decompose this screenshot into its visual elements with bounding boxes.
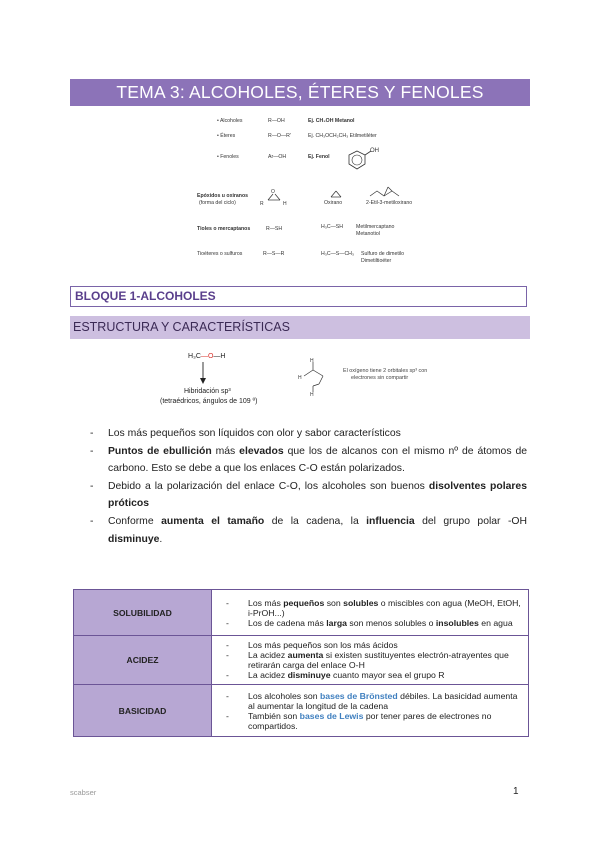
characteristic-text: aumenta el tamaño: [161, 515, 265, 527]
epoxide-ring-icon: [258, 186, 298, 210]
table-row: [74, 685, 529, 737]
methanol-formula: H₃C—O—H: [188, 353, 226, 360]
table-row: [74, 636, 529, 685]
epoxide-r-atom: R: [260, 201, 264, 207]
property-text: La acidez: [248, 670, 288, 680]
row-label-phenols: • Fenoles: [217, 154, 239, 160]
bullet-dash: -: [226, 690, 229, 701]
row-formula-phenols: Ar—OH: [268, 154, 287, 160]
bullet-dash: -: [226, 617, 229, 628]
hybridization-label: Hibridación sp³: [184, 388, 231, 395]
property-text: bases de Lewis: [299, 710, 364, 721]
characteristic-text: Puntos de ebullición: [108, 445, 212, 457]
hybridization-sublabel: (tetraédricos, ángulos de 109 º): [160, 398, 258, 405]
property-text: solubles: [343, 597, 379, 608]
table-row: [74, 590, 529, 636]
bullet-dash: -: [90, 428, 94, 439]
sulfides-label: Tioéteres o sulfuros: [197, 251, 243, 257]
property-header: SOLUBILIDAD: [74, 590, 212, 636]
property-text: débiles. La basicidad aumenta al aumentar la longitud de la cadena: [248, 690, 518, 711]
bullet-dash: -: [90, 515, 94, 527]
thiols-label: Tioles o mercaptanos: [197, 226, 251, 232]
characteristics-list: [90, 425, 527, 548]
footer-author: scabser: [70, 788, 97, 797]
property-text: son: [324, 597, 344, 608]
oxygen-orbitals-note-line1: El oxígeno tiene 2 orbitales sp³ con: [343, 368, 428, 374]
property-text: La acidez: [248, 650, 288, 660]
thiols-example-name2: Metanotiol: [356, 231, 380, 237]
property-item: [226, 711, 522, 731]
property-item: [226, 640, 522, 650]
property-text: aumenta: [287, 650, 324, 660]
epoxide-h-atom: H: [283, 201, 287, 207]
epoxide-o-atom: O: [271, 189, 275, 195]
epoxides-label: Epóxidos u oxiranos: [197, 193, 249, 199]
property-text: son menos solubles o: [347, 617, 436, 628]
property-text: Los más pequeños son los más ácidos: [248, 640, 398, 650]
property-text: insolubles: [435, 617, 479, 628]
thiols-example-formula: H₃C—SH: [321, 224, 343, 230]
row-label-ethers: • Éteres: [217, 133, 236, 139]
tetra-h-left: H: [298, 375, 302, 381]
characteristic-item: [90, 478, 527, 513]
property-content: [212, 636, 529, 685]
bullet-dash: -: [226, 650, 229, 660]
characteristic-text: disminuye: [108, 533, 160, 545]
characteristic-text: más: [211, 445, 240, 457]
property-item: [226, 598, 522, 618]
methanol-ch3: H₃C: [188, 353, 201, 360]
property-text: larga: [326, 617, 348, 628]
characteristic-text: disolventes polares próticos: [108, 480, 527, 510]
property-item: [226, 650, 522, 670]
characteristic-text: Los más pequeños son líquidos con olor y sabor característicos: [108, 428, 401, 439]
bullet-dash: -: [226, 670, 229, 680]
property-text: o miscibles con agua (MeOH, EtOH, i-PrOH...): [248, 597, 521, 618]
page-number: 1: [513, 786, 519, 797]
page-title: TEMA 3: ALCOHOLES, ÉTERES Y FENOLES: [70, 79, 530, 106]
characteristic-text: de la cadena, la: [264, 515, 367, 527]
characteristic-item: [90, 425, 527, 443]
epoxides-sublabel: (forma del ciclo): [199, 200, 236, 206]
characteristic-item: [90, 513, 527, 548]
ethyl-methyl-oxirane-icon: [368, 181, 404, 201]
methanol-h: H: [220, 353, 226, 360]
property-text: Los de cadena más: [248, 617, 327, 628]
row-label-alcohols: • Alcoholes: [217, 118, 243, 124]
sulfides-example-name2: Dimetiltioéter: [361, 258, 392, 264]
phenol-structure-icon: [345, 146, 381, 176]
sulfides-formula: R—S—R: [263, 251, 285, 257]
ethyl-methyl-oxirane-name: 2-Etil-3-metiloxirano: [366, 200, 413, 206]
property-text: Los más: [248, 597, 284, 608]
property-text: cuanto mayor sea el grupo R: [330, 670, 445, 680]
property-text: pequeños: [283, 597, 325, 608]
row-example-alcohols: Ej. CH₃OH Metanol: [308, 118, 355, 124]
property-text: bases de Brönsted: [319, 690, 398, 701]
characteristic-text: influencia: [366, 515, 415, 527]
row-example-phenols: Ej. Fenol: [308, 154, 330, 160]
characteristic-text: del grupo polar -OH: [414, 515, 527, 527]
property-text: disminuye: [287, 670, 331, 680]
property-header: BASICIDAD: [74, 685, 212, 737]
tetra-h-bottom: H: [310, 392, 314, 396]
characteristic-text: .: [159, 533, 163, 545]
oxygen-orbitals-note-line2: electrones sin compartir: [351, 375, 409, 381]
property-text: en agua: [478, 617, 513, 628]
thiols-formula: R—SH: [266, 226, 283, 232]
property-text: Los alcoholes son: [248, 690, 320, 701]
sulfides-example-name1: Sulfuro de dimetilo: [361, 251, 404, 257]
characteristic-text: Debido a la polarización del enlace C-O, los alcoholes son buenos: [108, 480, 429, 492]
properties-table: [73, 589, 529, 737]
bullet-dash: -: [90, 480, 94, 492]
property-text: También son: [248, 710, 300, 721]
section-title: ESTRUCTURA Y CARACTERÍSTICAS: [70, 316, 530, 339]
methanol-o: O: [207, 353, 214, 360]
row-example-ethers: Ej. CH₃OCH₂CH₃ Etilmetiléter: [308, 133, 377, 139]
sulfides-example-formula: H₃C—S—CH₃: [321, 251, 355, 257]
property-header: ACIDEZ: [74, 636, 212, 685]
bullet-dash: -: [226, 597, 229, 608]
characteristic-text: que los de alcanos con el mismo nº de átomos de carbono. Esto se debe a que los enlaces C-O están polarizados.: [108, 445, 527, 475]
tetrahedral-methanol-icon: [296, 356, 340, 396]
down-arrow-icon: [198, 361, 208, 385]
property-content: [212, 685, 529, 737]
row-formula-ethers: R—O—R': [268, 133, 291, 139]
row-formula-alcohols: R—OH: [268, 118, 285, 124]
oxirane-name: Oxirano: [324, 200, 343, 206]
bullet-dash: -: [90, 445, 94, 457]
property-text: si existen sustituyentes electrón-atrayentes que retirarán carga del enlace O-H: [248, 650, 509, 670]
property-text: por tener pares de electrones no compartidos.: [248, 710, 492, 731]
thiols-example-name1: Metilmercaptano: [356, 224, 395, 230]
bullet-dash: -: [226, 710, 229, 721]
property-item: [226, 691, 522, 711]
property-content: [212, 590, 529, 636]
property-item: [226, 618, 522, 628]
block-title: BLOQUE 1-ALCOHOLES: [70, 286, 527, 307]
characteristic-text: elevados: [239, 445, 284, 457]
property-item: [226, 670, 522, 680]
tetra-h-top: H: [310, 358, 314, 364]
characteristic-text: Conforme: [108, 515, 162, 527]
bullet-dash: -: [226, 640, 229, 650]
characteristic-item: [90, 443, 527, 478]
phenol-oh-label: OH: [370, 148, 379, 154]
